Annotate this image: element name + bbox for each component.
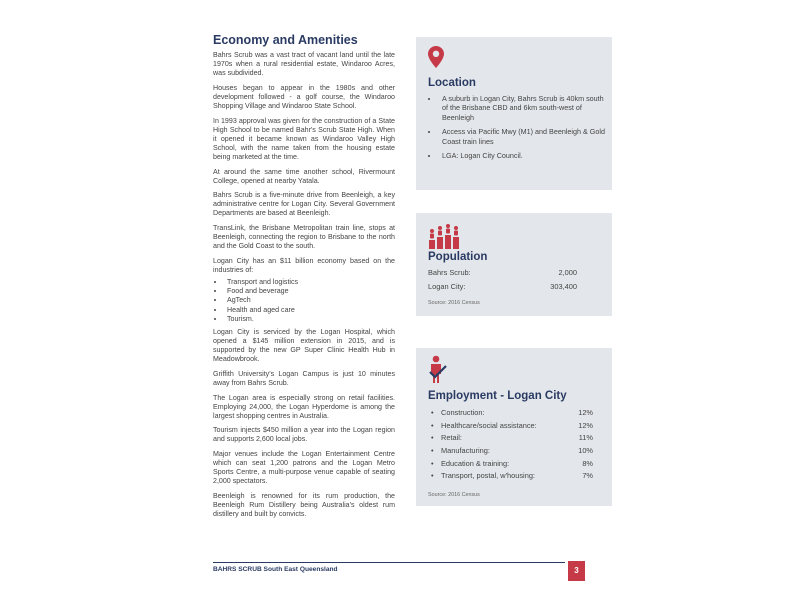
list-item: • Transport and logistics — [225, 278, 395, 287]
location-panel — [416, 37, 612, 190]
location-list — [428, 94, 609, 165]
section-heading: Economy and Amenities — [213, 33, 358, 47]
employment-list — [428, 408, 593, 484]
population-value: 303,400 — [550, 282, 577, 291]
employment-value: 11% — [578, 433, 593, 443]
population-bars-icon — [428, 223, 460, 254]
list-item: • A suburb in Logan City, Bahrs Scrub is 40km south of the Brisbane CBD and 6km south-west of Beenleigh — [439, 94, 609, 122]
location-title: Location — [428, 77, 476, 89]
list-item: • Access via Pacific Mwy (M1) and Beenleigh & Gold Coast train lines — [439, 127, 609, 146]
list-item: • AgTech — [225, 296, 395, 305]
employment-value: 7% — [582, 471, 593, 481]
employment-panel — [416, 348, 612, 506]
employment-label: Healthcare/social assistance: — [441, 420, 537, 430]
population-label: Bahrs Scrub: — [428, 268, 471, 277]
employment-label: Education & training: — [441, 458, 510, 468]
list-item: • Transport, postal, w'housing: 7% — [431, 471, 593, 481]
list-item: • Construction: 12% — [431, 408, 593, 417]
list-item: • Retail: 11% — [431, 433, 593, 443]
paragraph: In 1993 approval was given for the construction of a State High School to be named Bahr's Scrub State High. When it opened it became known as Windaroo Valley High School, with the name taken from the housing estate being marketed at the time. — [213, 116, 395, 161]
paragraph: Major venues include the Logan Entertainment Centre which can seat 1,200 patrons and the Logan Metro Sports Centre, a multi-purpose venue capable of seating 2,000 spectators. — [213, 450, 395, 486]
list-item: • Education & training: 8% — [431, 458, 593, 468]
employment-label: Retail: — [441, 433, 462, 443]
list-item: • LGA: Logan City Council. — [439, 151, 609, 160]
paragraph: Logan City has an $11 billion economy based on the industries of: — [213, 256, 395, 274]
map-pin-icon — [428, 46, 444, 73]
employment-value: 8% — [582, 458, 593, 468]
main-article — [213, 33, 395, 525]
paragraph: The Logan area is especially strong on retail facilities. Employing 24,000, the Logan Hyperdome is among the largest shopping centres in Australia. — [213, 393, 395, 420]
employment-label: Manufacturing: — [441, 446, 490, 456]
population-title: Population — [428, 251, 488, 263]
paragraph: Logan City is serviced by the Logan Hospital, which opened a $145 million extension in 2015, and is supported by the new GP Super Clinic Health Hub in Meadowbrook. — [213, 327, 395, 364]
population-panel — [416, 213, 612, 316]
list-item: • Tourism. — [225, 315, 395, 324]
employment-value: 10% — [578, 446, 593, 456]
list-item: • Food and beverage — [225, 287, 395, 296]
population-source: Source: 2016 Census — [428, 300, 480, 306]
list-item: • Health and aged care — [225, 306, 395, 315]
list-item: • Manufacturing: 10% — [431, 446, 593, 456]
population-label: Logan City: — [428, 282, 466, 291]
industries-list — [213, 278, 395, 324]
employment-value: 12% — [578, 408, 593, 417]
employment-label: Construction: — [441, 408, 485, 417]
footer-divider — [213, 562, 565, 563]
footer-title: BAHRS SCRUB South East Queensland — [213, 566, 338, 573]
paragraph: Griffith University's Logan Campus is just 10 minutes away from Bahrs Scrub. — [213, 369, 395, 387]
employment-title: Employment - Logan City — [428, 390, 567, 402]
paragraph: Houses began to appear in the 1980s and other development followed - a golf course, the Windaroo Shopping Village and Windaroo State School. — [213, 83, 395, 110]
paragraph: At around the same time another school, Rivermount College, opened at nearby Yatala. — [213, 167, 395, 185]
paragraph: Beenleigh is renowned for its rum production, the Beenleigh Rum Distillery being Australia's oldest rum distillery and built by convicts. — [213, 491, 395, 519]
page-number: 3 — [568, 561, 585, 581]
employment-label: Transport, postal, w'housing: — [441, 471, 535, 481]
paragraph: Tourism injects $450 million a year into the Logan region and supports 2,600 local jobs. — [213, 426, 395, 444]
paragraph: Bahrs Scrub is a five-minute drive from Beenleigh, a key administrative centre for Logan City. Several Government Departments are based at Beenleigh. — [213, 191, 395, 218]
employment-source: Source: 2016 Census — [428, 492, 480, 498]
list-item: • Healthcare/social assistance: 12% — [431, 420, 593, 430]
paragraph: TransLink, the Brisbane Metropolitan train line, stops at Beenleigh, connecting the region to Brisbane to the north and the Gold Coast to the south. — [213, 224, 395, 251]
paragraph: Bahrs Scrub was a vast tract of vacant land until the late 1970s when a rural residential estate, Windaroo Acres, was subdivided. — [213, 51, 395, 78]
population-value: 2,000 — [558, 268, 577, 277]
employment-value: 12% — [578, 420, 593, 430]
worker-check-icon — [428, 355, 448, 388]
